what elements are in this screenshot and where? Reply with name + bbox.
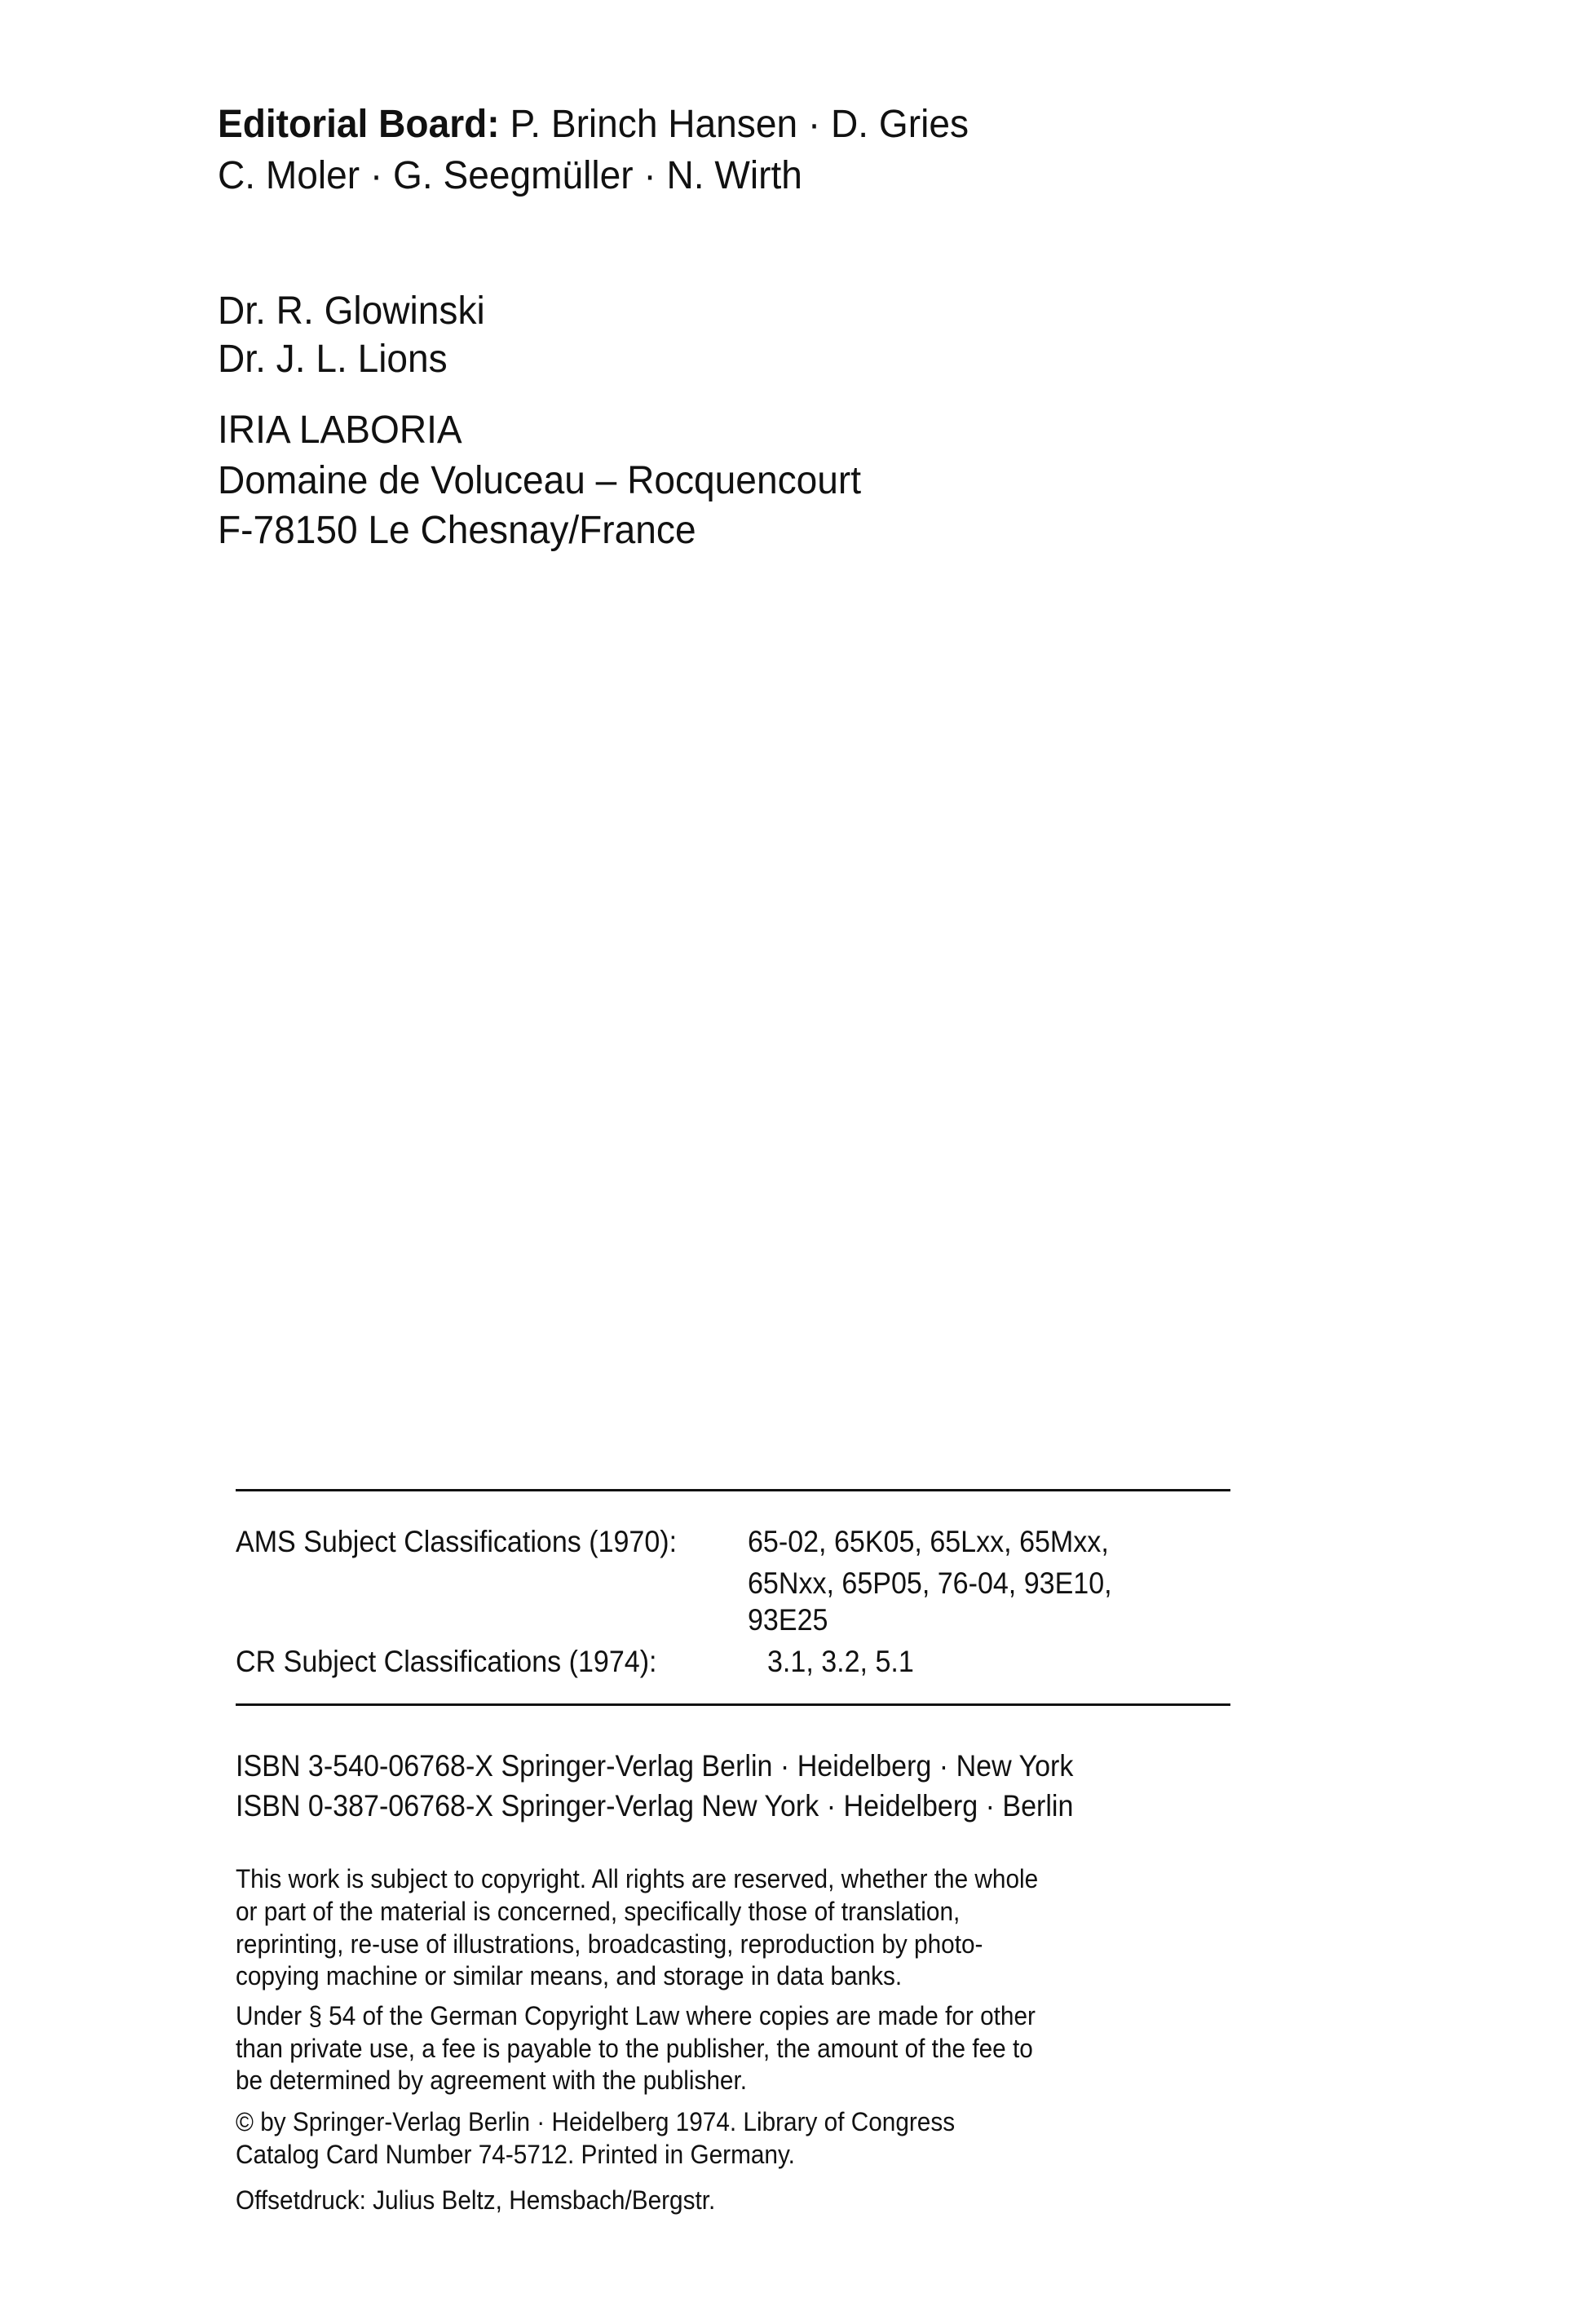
editorial-board-line-2: C. Moler · G. Seegmüller · N. Wirth <box>218 154 802 197</box>
isbn-line-1: ISBN 3-540-06768-X Springer-Verlag Berlin · Heidelberg · New York <box>236 1749 1074 1783</box>
bottom-divider <box>236 1703 1230 1706</box>
author-1: Dr. R. Glowinski <box>218 289 485 333</box>
address-line-2: Domaine de Voluceau – Rocquencourt <box>218 459 862 502</box>
imprint-line-1: © by Springer-Verlag Berlin · Heidelberg 1974. Library of Congress <box>236 2107 956 2136</box>
copyright-notice-line-4: copying machine or similar means, and storage in data banks. <box>236 1961 903 1990</box>
ams-classification-values-1: 65-02, 65K05, 65Lxx, 65Mxx, <box>748 1525 1109 1558</box>
ams-classification-values-2: 65Nxx, 65P05, 76-04, 93E10, <box>748 1566 1112 1600</box>
ams-classification-values-3: 93E25 <box>748 1603 828 1637</box>
law-notice-line-2: than private use, a fee is payable to the publisher, the amount of the fee to <box>236 2034 1033 2063</box>
address-line-3: F-78150 Le Chesnay/France <box>218 509 696 552</box>
top-divider <box>236 1489 1230 1491</box>
isbn-line-2: ISBN 0-387-06768-X Springer-Verlag New York · Heidelberg · Berlin <box>236 1789 1074 1823</box>
cr-classification-label: CR Subject Classifications (1974): <box>236 1645 657 1678</box>
law-notice-line-1: Under § 54 of the German Copyright Law where copies are made for other <box>236 2001 1036 2030</box>
author-2: Dr. J. L. Lions <box>218 338 448 381</box>
address-line-1: IRIA LABORIA <box>218 409 462 452</box>
editorial-board-line-1 <box>218 105 969 144</box>
editorial-board-names-1: P. Brinch Hansen · D. Gries <box>510 103 969 146</box>
ams-classification-label: AMS Subject Classifications (1970): <box>236 1525 678 1558</box>
copyright-notice-line-1: This work is subject to copyright. All rights are reserved, whether the whole <box>236 1864 1039 1893</box>
editorial-board-label: Editorial Board: <box>218 103 500 146</box>
printer-credit: Offsetdruck: Julius Beltz, Hemsbach/Bergstr. <box>236 2185 716 2215</box>
law-notice-line-3: be determined by agreement with the publisher. <box>236 2066 747 2095</box>
copyright-notice-line-3: reprinting, re-use of illustrations, broadcasting, reproduction by photo- <box>236 1929 983 1959</box>
cr-classification-values: 3.1, 3.2, 5.1 <box>767 1645 914 1678</box>
imprint-line-2: Catalog Card Number 74-5712. Printed in Germany. <box>236 2140 795 2169</box>
copyright-notice-line-2: or part of the material is concerned, specifically those of translation, <box>236 1897 961 1926</box>
